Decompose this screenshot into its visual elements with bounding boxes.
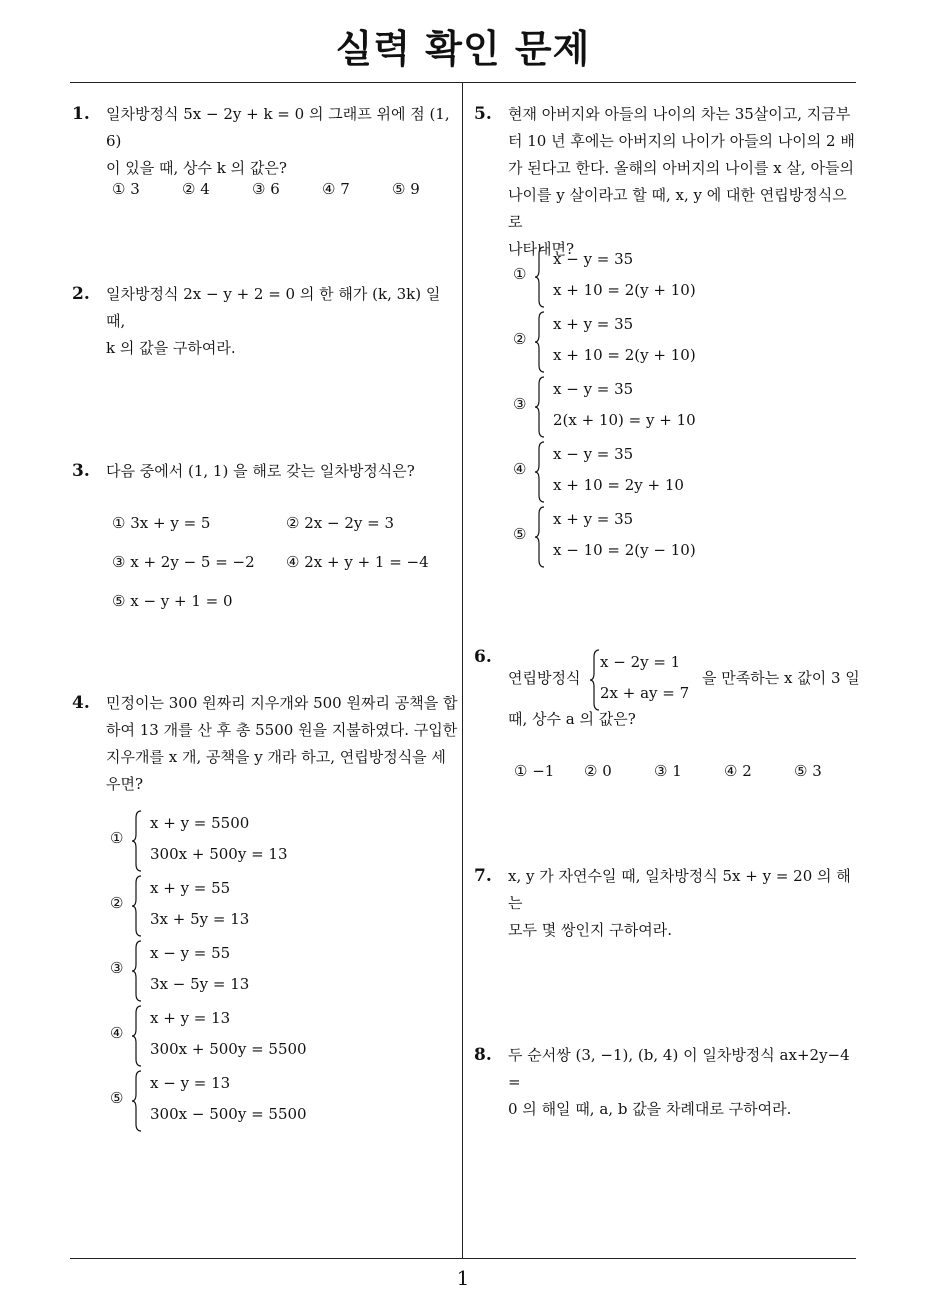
- q5-option-3-mark: ③: [513, 395, 527, 413]
- q5-option-4[interactable]: [513, 441, 763, 503]
- left-brace-icon: [590, 649, 600, 711]
- q5-option-1-eq2: x + 10 = 2(y + 10): [553, 281, 696, 299]
- q5-option-4-eq1: x − y = 35: [553, 445, 634, 463]
- left-brace-icon: [535, 441, 545, 503]
- q3-choice-2[interactable]: ② 2x − 2y = 3: [286, 514, 394, 532]
- q6-eq2: 2x + ay = 7: [600, 684, 690, 702]
- q5-option-3[interactable]: [513, 376, 763, 438]
- q4-option-5[interactable]: [110, 1070, 360, 1132]
- q7-line2: 모두 몇 쌍인지 구하여라.: [508, 921, 672, 939]
- q2-text: [106, 281, 456, 362]
- q5-option-2-eq2: x + 10 = 2(y + 10): [553, 346, 696, 364]
- q4-option-3-eq2: 3x − 5y = 13: [150, 975, 250, 993]
- q1-choice-5[interactable]: ⑤ 9: [392, 180, 420, 198]
- page-number: 1: [456, 1266, 470, 1290]
- q4-option-4[interactable]: [110, 1005, 360, 1067]
- q4-option-1-eq1: x + y = 5500: [150, 814, 250, 832]
- q2-number: 2.: [72, 284, 90, 304]
- q8-number: 8.: [474, 1045, 492, 1065]
- q5-line3: 가 된다고 한다. 올해의 아버지의 나이를 x 살, 아들의: [508, 159, 854, 177]
- q3-choice-3[interactable]: ③ x + 2y − 5 = −2: [112, 553, 255, 571]
- q4-line1: 민정이는 300 원짜리 지우개와 500 원짜리 공책을 합: [106, 694, 458, 712]
- q4-option-1-eq2: 300x + 500y = 13: [150, 845, 288, 863]
- page-title: 실력 확인 문제: [335, 27, 591, 71]
- q2-line2: k 의 값을 구하여라.: [106, 339, 236, 357]
- q5-option-3-eq1: x − y = 35: [553, 380, 634, 398]
- q8-text: [508, 1042, 860, 1123]
- q5-option-5-eq1: x + y = 35: [553, 510, 634, 528]
- q7-line1: x, y 가 자연수일 때, 일차방정식 5x + y = 20 의 해는: [508, 867, 851, 912]
- bottom-rule: [70, 1258, 856, 1259]
- q4-option-2-eq2: 3x + 5y = 13: [150, 910, 250, 928]
- left-brace-icon: [535, 506, 545, 568]
- q4-line3: 지우개를 x 개, 공책을 y 개라 하고, 연립방정식을 세: [106, 748, 446, 766]
- left-brace-icon: [132, 1005, 142, 1067]
- q7-text: [508, 863, 860, 944]
- top-rule: [70, 82, 856, 83]
- q4-option-5-eq1: x − y = 13: [150, 1074, 231, 1092]
- q4-option-2[interactable]: [110, 875, 360, 937]
- q4-option-2-eq1: x + y = 55: [150, 879, 231, 897]
- q1-number: 1.: [72, 104, 90, 124]
- q4-number: 4.: [72, 693, 90, 713]
- left-brace-icon: [535, 246, 545, 308]
- q5-option-4-mark: ④: [513, 460, 527, 478]
- q5-option-1[interactable]: [513, 246, 763, 308]
- q5-number: 5.: [474, 104, 492, 124]
- q4-option-4-mark: ④: [110, 1024, 124, 1042]
- q5-option-2-mark: ②: [513, 330, 527, 348]
- q8-line1: 두 순서쌍 (3, −1), (b, 4) 이 일차방정식 ax+2y−4 =: [508, 1046, 850, 1091]
- left-brace-icon: [132, 810, 142, 872]
- q4-option-4-eq1: x + y = 13: [150, 1009, 231, 1027]
- q5-text: [508, 101, 860, 263]
- q6-suffix: 을 만족하는 x 값이 3 일: [702, 669, 860, 687]
- q4-option-3[interactable]: [110, 940, 360, 1002]
- q8-line2: 0 의 해일 때, a, b 값을 차례대로 구하여라.: [508, 1100, 792, 1118]
- left-brace-icon: [535, 376, 545, 438]
- q5-option-2[interactable]: [513, 311, 763, 373]
- left-brace-icon: [132, 1070, 142, 1132]
- q4-option-3-eq1: x − y = 55: [150, 944, 231, 962]
- left-brace-icon: [535, 311, 545, 373]
- q1-choice-3[interactable]: ③ 6: [252, 180, 280, 198]
- q4-line2: 하여 13 개를 산 후 총 5500 원을 지불하였다. 구입한: [106, 721, 458, 739]
- q1-line1: 일차방정식 5x − 2y + k = 0 의 그래프 위에 점 (1, 6): [106, 105, 450, 150]
- q4-option-5-eq2: 300x − 500y = 5500: [150, 1105, 307, 1123]
- q4-option-4-eq2: 300x + 500y = 5500: [150, 1040, 307, 1058]
- q1-line2: 이 있을 때, 상수 k 의 값은?: [106, 159, 287, 177]
- q6-line2: 때, 상수 a 의 값은?: [508, 710, 636, 728]
- q7-number: 7.: [474, 866, 492, 886]
- q5-line2: 터 10 년 후에는 아버지의 나이가 아들의 나이의 2 배: [508, 132, 855, 150]
- q1-choice-4[interactable]: ④ 7: [322, 180, 350, 198]
- q5-option-1-mark: ①: [513, 265, 527, 283]
- q5-option-3-eq2: 2(x + 10) = y + 10: [553, 411, 696, 429]
- q4-option-1-mark: ①: [110, 829, 124, 847]
- q3-choice-5[interactable]: ⑤ x − y + 1 = 0: [112, 592, 233, 610]
- q6-eq1: x − 2y = 1: [600, 653, 681, 671]
- q1-text: [106, 101, 456, 182]
- q6-prefix: 연립방정식: [508, 669, 581, 687]
- q6-system: [568, 649, 708, 711]
- q6-choice-4[interactable]: ④ 2: [724, 762, 752, 780]
- q4-option-3-mark: ③: [110, 959, 124, 977]
- q5-option-5-eq2: x − 10 = 2(y − 10): [553, 541, 696, 559]
- q5-line1: 현재 아버지와 아들의 나이의 차는 35살이고, 지금부: [508, 105, 851, 123]
- q5-option-4-eq2: x + 10 = 2y + 10: [553, 476, 684, 494]
- q4-line4: 우면?: [106, 775, 144, 793]
- q6-choice-2[interactable]: ② 0: [584, 762, 612, 780]
- q3-text: [106, 458, 456, 485]
- q3-line1: 다음 중에서 (1, 1) 을 해로 갖는 일차방정식은?: [106, 462, 415, 480]
- q1-choice-1[interactable]: ① 3: [112, 180, 140, 198]
- q4-option-2-mark: ②: [110, 894, 124, 912]
- column-divider: [462, 83, 463, 1258]
- left-brace-icon: [132, 940, 142, 1002]
- q5-line5: 나타내면?: [508, 240, 575, 258]
- q1-choice-2[interactable]: ② 4: [182, 180, 210, 198]
- q5-option-5-mark: ⑤: [513, 525, 527, 543]
- q6-number: 6.: [474, 647, 492, 667]
- q5-option-1-eq1: x − y = 35: [553, 250, 634, 268]
- q6-choice-1[interactable]: ① −1: [514, 762, 555, 780]
- left-brace-icon: [132, 875, 142, 937]
- q4-option-5-mark: ⑤: [110, 1089, 124, 1107]
- q3-choice-1[interactable]: ① 3x + y = 5: [112, 514, 211, 532]
- q2-line1: 일차방정식 2x − y + 2 = 0 의 한 해가 (k, 3k) 일 때,: [106, 285, 441, 330]
- q6-choice-5[interactable]: ⑤ 3: [794, 762, 822, 780]
- q4-option-1[interactable]: [110, 810, 360, 872]
- q4-text: [106, 690, 458, 798]
- q6-choice-3[interactable]: ③ 1: [654, 762, 682, 780]
- q5-line4: 나이를 y 살이라고 할 때, x, y 에 대한 연립방정식으로: [508, 186, 847, 231]
- q5-option-2-eq1: x + y = 35: [553, 315, 634, 333]
- q5-option-5[interactable]: [513, 506, 763, 568]
- q3-choice-4[interactable]: ④ 2x + y + 1 = −4: [286, 553, 429, 571]
- q3-number: 3.: [72, 461, 90, 481]
